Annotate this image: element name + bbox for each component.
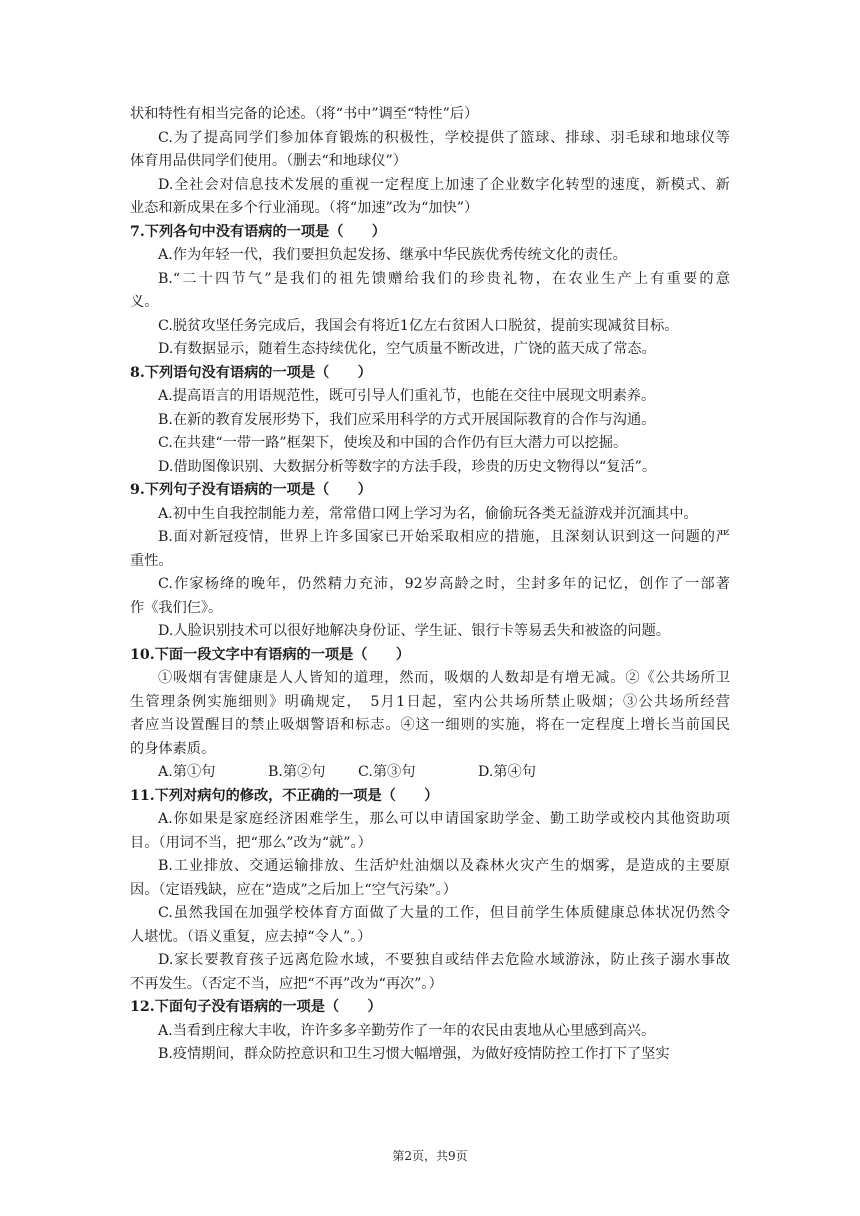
text-line: D.家长要教育孩子远离危险水域，不要独自或结伴去危险水域游泳，防止孩子溺水事故 [158,952,730,968]
question-heading: 10.下面一段文字中有语病的一项是（ ） [130,646,411,663]
text-line: D.借助图像识别、大数据分析等数字的方法手段，珍贵的历史文物得以“复活”。 [158,458,657,475]
q10-options [130,761,730,785]
text-line: 义。 [130,294,159,310]
question-heading: 8.下列语句没有语病的一项是（ ） [130,364,372,381]
text-line: C.为了提高同学们参加体育锻炼的积极性，学校提供了篮球、排球、羽毛球和地球仪等 [158,129,730,146]
text-line: C.在共建“一带一路”框架下，使埃及和中国的合作仍有巨大潜力可以挖掘。 [158,435,628,451]
text-line: 的身体素质。 [130,740,216,757]
text-line: 不再发生。（否定不当，应把“不再”改为“再次”。） [130,975,443,992]
q10-option: C.第③句 [358,764,416,780]
text-line: B.“二十四节气”是我们的祖先馈赠给我们的珍贵礼物，在农业生产上有重要的意 [158,270,730,287]
text-line: D.有数据显示，随着生态持续优化，空气质量不断改进，广饶的蓝天成了常态。 [158,341,656,357]
text-line: 作《我们仨》。 [130,599,223,616]
text-line: 目。（用词不当，把“那么”改为“就”。） [130,834,372,851]
text-line: A.提高语言的用语规范性，既可引导人们重礼节，也能在交往中展现文明素养。 [158,388,656,404]
text-line: 重性。 [130,552,173,569]
text-line: B.面对新冠疫情，世界上许多国家已开始采取相应的措施，且深刻认识到这一问题的严 [158,529,730,545]
text-line: 状和特性有相当完备的论述。（将“书中”调至“特性”后） [130,106,479,122]
text-line: ①吸烟有害健康是人人皆知的道理，然而，吸烟的人数却是有增无减。②《公共场所卫 [158,670,730,686]
text-line: C.作家杨绛的晚年，仍然精力充沛，92岁高龄之时，尘封多年的记忆，创作了一部著 [158,576,730,592]
question-heading: 11.下列对病句的修改，不正确的一项是（ ） [130,787,439,804]
text-line: A.你如果是家庭经济困难学生，那么可以申请国家助学金、勤工助学或校内其他资助项 [158,811,730,827]
text-line: 体育用品供同学们使用。（删去“和地球仪”） [130,153,407,169]
text-line: 人堪忧。（语义重复，应去掉“令人”。） [130,928,372,945]
text-line: 业态和新成果在多个行业涌现。（将“加速”改为“加快”） [130,200,479,216]
page-footer: 第2页，共9页 [392,1149,468,1163]
text-line: 因。（定语残缺，应在“造成”之后加上“空气污染”。） [130,881,457,898]
text-line: C.脱贫攻坚任务完成后，我国会有将近1亿左右贫困人口脱贫，提前实现减贫目标。 [158,317,679,334]
text-line: B.在新的教育发展形势下，我们应采用科学的方式开展国际教育的合作与沟通。 [158,411,656,428]
q10-option: D.第④句 [478,764,536,780]
text-line: A.作为年轻一代，我们要担负起发扬、继承中华民族优秀传统文化的责任。 [158,247,627,263]
text-line: A.初中生自我控制能力差，常常借口网上学习为名，偷偷玩各类无益游戏并沉湎其中。 [158,505,698,522]
page-content [130,103,730,1067]
q10-option: B.第②句 [268,764,326,780]
text-line: A.当看到庄稼大丰收，许许多多辛勤劳作了一年的农民由衷地从心里感到高兴。 [158,1022,656,1039]
question-heading: 7.下列各句中没有语病的一项是（ ） [130,223,386,240]
text-line: D.全社会对信息技术发展的重视一定程度上加速了企业数字化转型的速度，新模式、新 [158,176,730,193]
question-heading: 9.下列句子没有语病的一项是（ ） [130,482,372,498]
q10-option: A.第①句 [158,764,216,780]
question-heading: 12.下面句子没有语病的一项是（ ） [130,999,382,1015]
text-line: 生管理条例实施细则》明确规定， 5月1日起，室内公共场所禁止吸烟；③公共场所经营 [130,693,730,710]
text-line: 者应当设置醒目的禁止吸烟警语和标志。④这一细则的实施，将在一定程度上增长当前国民 [130,717,730,733]
text-line: B.疫情期间，群众防控意识和卫生习惯大幅增强，为做好疫情防控工作打下了坚实 [158,1046,670,1062]
text-line: B.工业排放、交通运输排放、生活炉灶油烟以及森林火灾产生的烟雾，是造成的主要原 [158,858,730,874]
text-line: D.人脸识别技术可以很好地解决身份证、学生证、银行卡等易丢失和被盗的问题。 [158,623,670,639]
text-line: C.虽然我国在加强学校体育方面做了大量的工作，但目前学生体质健康总体状况仍然令 [158,905,730,921]
